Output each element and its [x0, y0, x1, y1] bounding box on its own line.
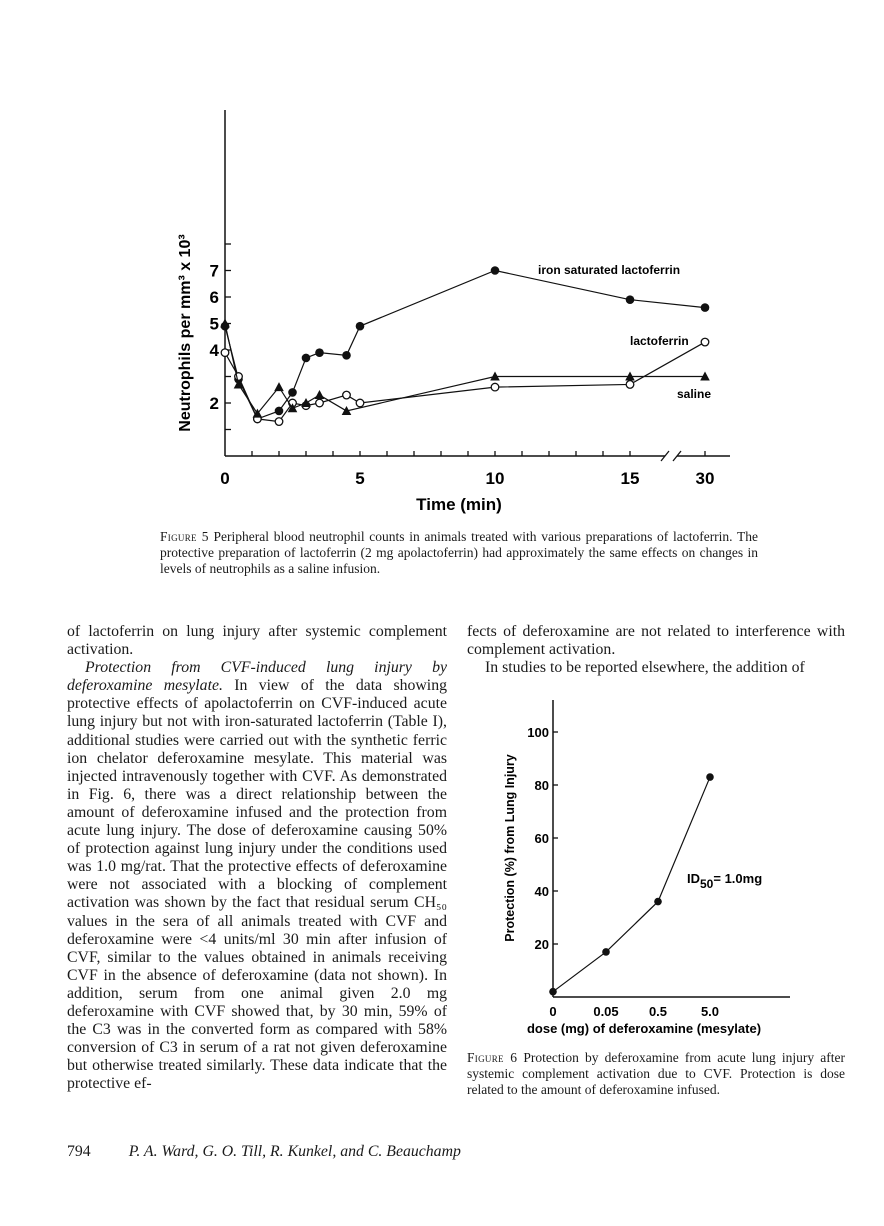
x-tick-label: 30	[695, 469, 715, 488]
section-heading-inline: Protection from CVF-induced lung injury by deferoxamine mesylate.	[67, 659, 447, 695]
figure-5-legend-iron: iron saturated lactoferrin	[538, 263, 681, 277]
figure-5-x-axis-label: Time (min)	[416, 495, 502, 514]
page-number: 794	[67, 1143, 91, 1160]
data-point-triangle	[274, 382, 284, 391]
x-tick-label: 15	[620, 469, 640, 488]
data-point-filled-circle	[654, 898, 662, 906]
x-tick-label: 0	[220, 469, 230, 488]
body-column-right	[467, 623, 845, 677]
body-column-left	[67, 623, 447, 1093]
figure-6-y-axis-label: Protection (%) from Lung Injury	[503, 754, 517, 942]
data-point-filled-circle	[275, 407, 284, 416]
data-point-triangle	[315, 390, 325, 399]
data-point-filled-circle	[602, 948, 610, 956]
data-point-open-circle	[275, 418, 283, 426]
data-point-open-circle	[626, 381, 634, 389]
figure-5-y-axis-label: Neutrophils per mm³ x 10³	[177, 234, 194, 432]
data-point-open-circle	[491, 383, 499, 391]
figure-6-caption-label: Figure 6	[467, 1050, 518, 1065]
figure-6-annotation-value: = 1.0mg	[713, 871, 763, 886]
data-point-open-circle	[343, 391, 351, 399]
x-tick-label: 0	[549, 1004, 557, 1019]
figure-5-caption-text: Peripheral blood neutrophil counts in animals treated with various preparations of lactoferrin. The protective preparation of lactoferrin (2 mg apolactoferrin) had approximately the same effects on changes in levels of neutrophils as a saline infusion.	[160, 529, 758, 576]
data-point-triangle	[301, 398, 311, 407]
paragraph-continuation: of lactoferrin on lung injury after systemic complement activation.	[67, 623, 447, 659]
y-tick-label: 60	[534, 831, 549, 846]
x-tick-label: 5	[355, 469, 365, 488]
paragraph-deferoxamine-body: In view of the data showing protective effects of apolactoferrin on CVF-induced acute lung injury but not with iron-saturated lactoferrin (Table I), additional studies were carried out with the synthetic ferric ion chelator deferoxamine mesylate. This material was injected intravenously together with CVF. As demonstrated in Fig. 6, there was a direct relationship between the amount of deferoxamine infused and the protection from acute lung injury. The dose of deferoxamine causing 50% of protection against lung injury under the conditions used was 1.0 mg/rat. That the protective effects of deferoxamine were not associated with a blocking of complement activation was shown by the fact that residual serum CH₅₀ values in the sera of all animals treated with CVF and deferoxamine were <4 units/ml 30 min after infusion of CVF, similar to the values obtained in animals receiving CVF in the absence of deferoxamine (data not shown). In addition, serum from one animal given 2.0 mg deferoxamine with CVF showed that, by 30 min, 59% of the C3 was in the converted form as compared with 58% conversion of C3 in serum of a rat not given deferoxamine but otherwise treated similarly. These data indicate that the protective ef-	[67, 677, 447, 1093]
y-tick-label: 80	[534, 778, 549, 793]
figure-6-caption-text: Protection by deferoxamine from acute lung injury after systemic complement activation due to CVF. Protection is dose related to the amount of deferoxamine infused.	[467, 1050, 845, 1097]
y-tick-label: 5	[209, 314, 219, 334]
y-tick-label: 4	[209, 341, 219, 360]
paragraph-deferoxamine	[67, 659, 447, 1093]
data-point-open-circle	[316, 399, 324, 407]
data-point-open-circle	[701, 338, 709, 346]
figure-5-caption	[160, 529, 758, 577]
data-point-filled-circle	[342, 351, 351, 360]
data-point-filled-circle	[491, 266, 500, 275]
y-tick-label: 7	[209, 261, 219, 281]
data-point-open-circle	[221, 349, 229, 357]
x-tick-label: 0.5	[648, 1004, 668, 1019]
data-point-open-circle	[356, 399, 364, 407]
y-tick-label: 40	[534, 884, 549, 899]
x-tick-label: 10	[485, 469, 505, 488]
data-point-filled-circle	[626, 295, 635, 304]
y-tick-label: 6	[209, 288, 219, 307]
figure-6-axes	[553, 700, 790, 997]
data-point-filled-circle	[549, 988, 557, 996]
data-point-filled-circle	[701, 303, 710, 312]
y-tick-label: 100	[527, 725, 549, 740]
figure-6-caption	[467, 1050, 845, 1098]
data-point-filled-circle	[302, 354, 311, 363]
data-point-filled-circle	[706, 773, 714, 781]
figure-6-chart	[490, 690, 830, 1045]
paragraph-continuation-right: fects of deferoxamine are not related to interference with complement activation.	[467, 623, 845, 659]
figure-5-chart	[150, 90, 750, 530]
x-tick-label: 5.0	[700, 1004, 720, 1019]
figure-5-caption-label: Figure 5	[160, 529, 209, 544]
figure-6-annotation-main: ID	[687, 871, 700, 886]
figure-5-axes	[225, 110, 730, 461]
figure-5-legend-lactoferrin: lactoferrin	[630, 334, 689, 348]
x-tick-label: 0.05	[593, 1004, 619, 1019]
figure-6-annotation	[687, 871, 762, 891]
y-tick-label: 2	[209, 394, 219, 413]
y-tick-label: 20	[534, 937, 549, 952]
data-point-filled-circle	[315, 348, 324, 357]
page-footer	[67, 1143, 461, 1161]
figure-6-annotation-sub: 50	[700, 877, 714, 891]
data-point-filled-circle	[356, 322, 365, 331]
running-authors: P. A. Ward, G. O. Till, R. Kunkel, and C. Beauchamp	[128, 1143, 461, 1160]
figure-5-legend-saline: saline	[677, 387, 712, 401]
figure-5-tick-labels	[210, 262, 715, 489]
paragraph-elsewhere: In studies to be reported elsewhere, the addition of	[485, 659, 805, 677]
figure-6-x-axis-label: dose (mg) of deferoxamine (mesylate)	[526, 1021, 762, 1036]
data-point-filled-circle	[288, 388, 297, 397]
